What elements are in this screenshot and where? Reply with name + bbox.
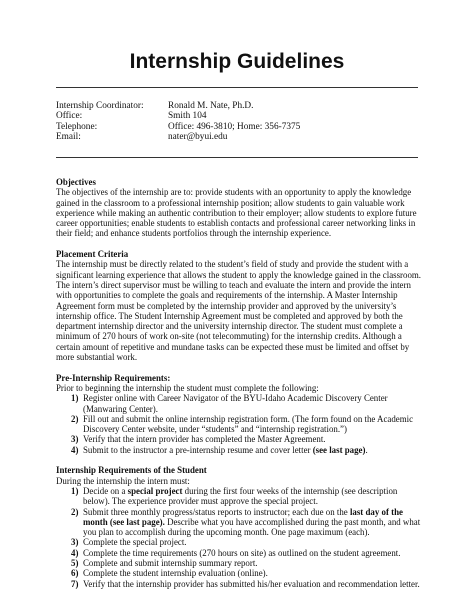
office-label: Office: (56, 111, 83, 122)
item-text-end: . (365, 444, 368, 455)
item-number: 7) (71, 578, 79, 589)
placement-heading: Placement Criteria (56, 249, 129, 260)
item-text: Submit three monthly progress/status reports to instructor; each due on the (83, 506, 350, 517)
contact-block (56, 101, 418, 142)
office-value: Smith 104 (168, 111, 207, 122)
telephone-row (56, 122, 418, 132)
document-body (56, 177, 422, 589)
list-item (56, 579, 422, 589)
item-text: Complete and submit internship summary report. (83, 557, 258, 568)
item-text: Verify that the intern provider has completed the Master Agreement. (83, 434, 326, 445)
coordinator-row (56, 101, 418, 111)
list-item (56, 568, 422, 578)
telephone-label: Telephone: (56, 121, 98, 132)
top-divider (56, 87, 418, 88)
item-text-bold: last day of the month (see last page). (83, 506, 403, 527)
objectives-text: The objectives of the internship are to: provide students with an opportunity to apply the knowledge gained in the classroom to a professional internship position; allow students to gain valuable work experience while making an authentic contribution to their employer; allow students to explore future career opportunities; enable students to establish contacts and professional career networking links in their field; and enhance students portfolios through the internship experience. (56, 187, 417, 239)
item-number: 2) (71, 413, 79, 424)
pre-internship-heading: Pre-Internship Requirements: (56, 372, 171, 383)
item-number: 4) (71, 547, 79, 558)
email-row (56, 132, 418, 142)
item-text: Complete the special project. (83, 537, 187, 548)
list-item (56, 558, 422, 568)
list-item (56, 445, 422, 455)
coordinator-label: Internship Coordinator: (56, 101, 144, 111)
list-item (56, 548, 422, 558)
office-row (56, 111, 418, 121)
item-number: 2) (71, 506, 79, 517)
list-item (56, 434, 422, 444)
objectives-heading: Objectives (56, 177, 96, 187)
item-text: Complete the time requirements (270 hours on site) as outlined on the student agreement. (83, 547, 401, 558)
item-text-bold: special project (127, 485, 183, 496)
email-label: Email: (56, 131, 81, 142)
item-number: 3) (71, 434, 79, 445)
requirements-heading: Internship Requirements of the Student (56, 465, 207, 476)
item-text-bold: (see last page) (312, 444, 366, 455)
list-item (56, 486, 422, 507)
telephone-value: Office: 496-3810; Home: 356-7375 (168, 121, 301, 132)
pre-internship-intro: Prior to beginning the internship the student must complete the following: (56, 382, 319, 393)
item-text: Fill out and submit the online internship registration form. (The form found on the Academic Discovery Center website, under “students” and “internship registration.”) (83, 413, 414, 435)
contact-divider (56, 157, 418, 158)
requirements-list (56, 486, 422, 589)
item-number: 4) (71, 444, 79, 455)
list-item (56, 414, 422, 435)
page-title: Internship Guidelines (129, 50, 345, 73)
item-number: 5) (71, 557, 79, 568)
item-text: Complete the student internship evaluation (online). (83, 568, 268, 579)
item-text-end: during the first four weeks of the internship (see description below). The experience provider must approve the special project. (83, 485, 398, 507)
item-number: 3) (71, 537, 79, 548)
coordinator-value: Ronald M. Nate, Ph.D. (168, 101, 254, 111)
list-item (56, 537, 422, 547)
email-value: nater@byui.edu (168, 131, 228, 142)
pre-internship-list (56, 393, 422, 455)
item-text: Verify that the internship provider has submitted his/her evaluation and recommendation letter. (83, 578, 420, 589)
item-number: 1) (71, 485, 79, 496)
requirements-intro: During the internship the intern must: (56, 475, 190, 486)
item-text: Register online with Career Navigator of the BYU-Idaho Academic Discovery Center (Manwaring Center). (83, 393, 388, 414)
item-text: Decide on a (83, 485, 128, 496)
list-item (56, 507, 422, 538)
item-number: 1) (71, 393, 79, 404)
item-number: 6) (71, 568, 79, 579)
item-text: Submit to the instructor a pre-internship resume and cover letter (83, 444, 313, 455)
placement-text: The internship must be directly related to the student’s field of study and provide the student with a significant learning experience that allows the student to apply the knowledge gained in the classroom. The intern’s direct supervisor must be willing to teach and evaluate the intern and provide the intern with opportunities to complete the goals and requirements of the internship. A Master Internship Agreement form must be completed by the internship provider and approved by the university’s internship office. The Student Internship Agreement must be completed and approved by both the department internship director and the university internship director. The student must complete a minimum of 270 hours of work on-site (not telecommuting) for the internship credits. Although a certain amount of repetitive and mundane tasks can be expected these must be limited and offset by more substantial work. (56, 259, 422, 363)
list-item (56, 393, 422, 414)
item-text-end: Describe what you have accomplished during the past month, and what you plan to accomplish during the upcoming month. One page maximum (each). (83, 516, 421, 538)
